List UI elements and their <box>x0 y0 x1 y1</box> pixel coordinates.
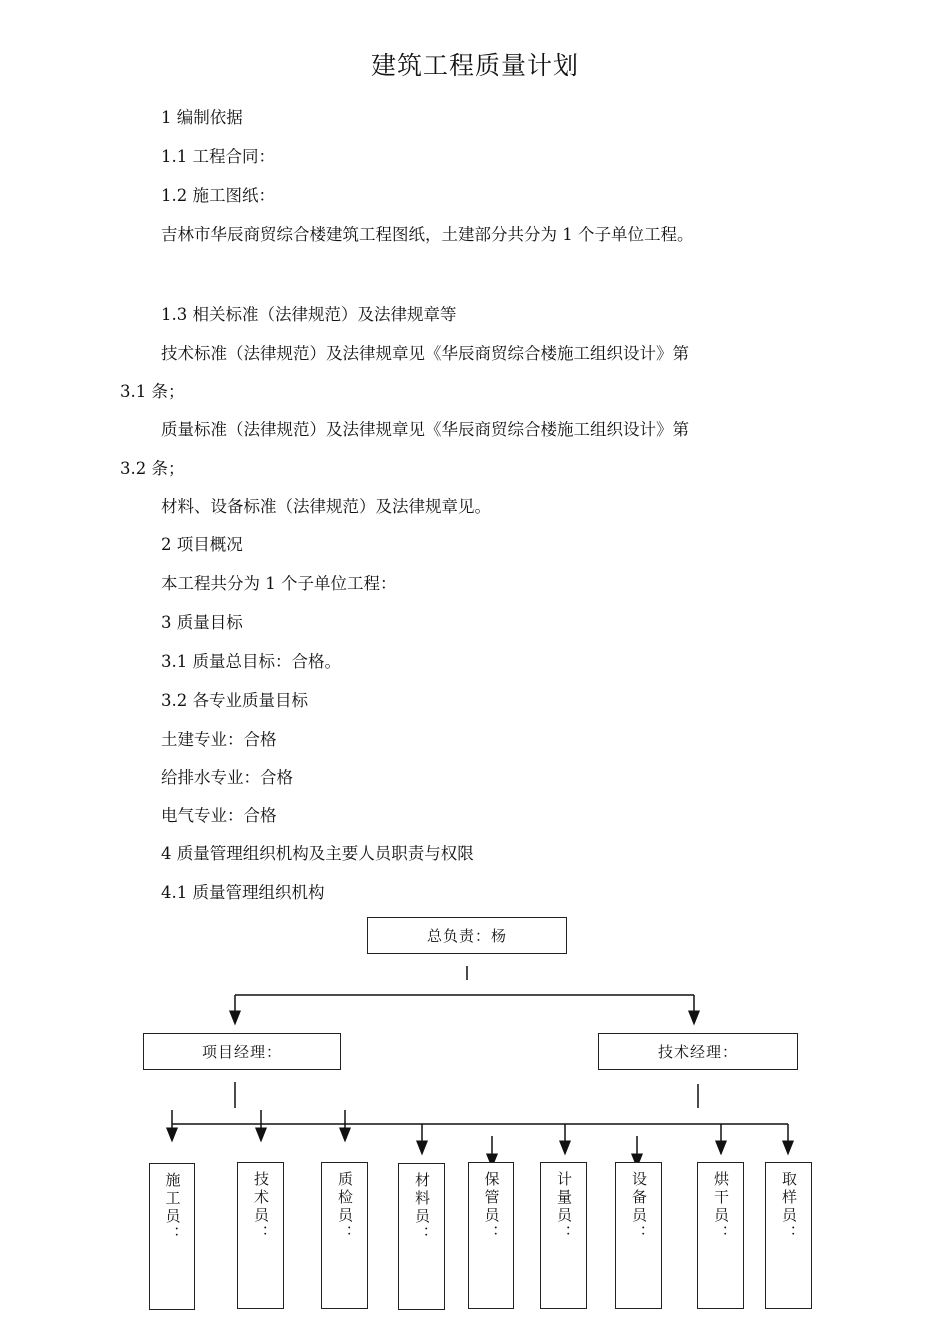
org-box-staff <box>540 1162 587 1309</box>
org-box-staff <box>697 1162 744 1309</box>
text-line: 吉林市华辰商贸综合楼建筑工程图纸，土建部分共分为 1 个子单位工程。 <box>161 225 694 244</box>
text-line: 3.1 质量总目标：合格。 <box>161 652 341 671</box>
org-box-label: 总负责：杨 <box>426 927 507 945</box>
org-box-staff <box>237 1162 284 1309</box>
text-line: 1.2 施工图纸： <box>161 186 275 205</box>
page-title: 建筑工程质量计划 <box>370 51 579 80</box>
org-box-staff <box>398 1163 445 1310</box>
org-box-label: 技术经理： <box>657 1043 738 1061</box>
org-box-staff <box>765 1162 812 1309</box>
text-line: 3.2 各专业质量目标 <box>161 691 308 710</box>
text-line: 1 编制依据 <box>161 108 243 127</box>
text-line: 技术标准（法律规范）及法律规章见《华辰商贸综合楼施工组织设计》第 <box>161 344 689 363</box>
text-line: 土建专业：合格 <box>161 730 277 749</box>
text-line: 3 质量目标 <box>161 613 243 632</box>
org-box-label: 技术员： <box>252 1171 270 1243</box>
text-line: 电气专业：合格 <box>161 806 277 825</box>
text-line: 材料、设备标准（法律规范）及法律规章见。 <box>161 497 491 516</box>
org-box-project-manager <box>143 1033 341 1070</box>
org-box-label: 取样员： <box>780 1171 798 1243</box>
text-line: 质量标准（法律规范）及法律规章见《华辰商贸综合楼施工组织设计》第 <box>161 420 689 439</box>
org-box-staff <box>149 1163 195 1310</box>
org-box-staff <box>468 1162 514 1309</box>
org-box-label: 项目经理： <box>201 1043 282 1061</box>
text-line: 4.1 质量管理组织机构 <box>161 883 325 902</box>
org-box-staff <box>615 1162 662 1309</box>
text-line: 1.1 工程合同： <box>161 147 275 166</box>
org-box-general-manager <box>367 917 567 954</box>
org-box-label: 计量员： <box>555 1171 573 1243</box>
org-box-technical-manager <box>598 1033 798 1070</box>
text-line: 本工程共分为 1 个子单位工程： <box>161 574 397 593</box>
text-line: 3.2 条； <box>120 459 185 478</box>
org-box-label: 设备员： <box>630 1171 648 1243</box>
org-box-label: 保管员： <box>482 1171 501 1243</box>
text-line: 3.1 条； <box>120 382 185 401</box>
org-box-label: 材料员： <box>413 1172 431 1244</box>
text-line: 1.3 相关标准（法律规范）及法律规章等 <box>161 305 457 324</box>
org-box-staff <box>321 1162 368 1309</box>
org-box-label: 烘干员： <box>712 1171 730 1243</box>
text-line: 4 质量管理组织机构及主要人员职责与权限 <box>161 844 474 863</box>
text-line: 2 项目概况 <box>161 535 243 554</box>
org-box-label: 质检员： <box>336 1171 354 1243</box>
org-box-label: 施工员： <box>163 1172 182 1244</box>
text-line: 给排水专业：合格 <box>161 768 293 787</box>
